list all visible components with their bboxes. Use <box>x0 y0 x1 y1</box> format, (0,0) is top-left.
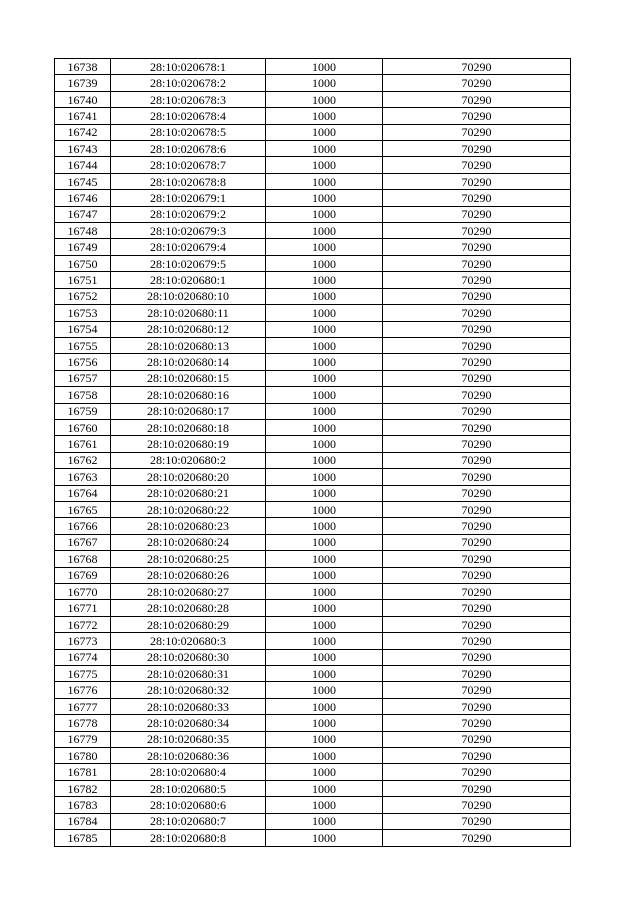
cadastral-number-cell: 28:10:020678:7 <box>111 157 266 173</box>
area-cell: 1000 <box>266 534 383 550</box>
area-cell: 1000 <box>266 239 383 255</box>
area-cell: 1000 <box>266 666 383 682</box>
area-cell: 1000 <box>266 830 383 846</box>
area-cell: 1000 <box>266 141 383 157</box>
cadastral-number-cell: 28:10:020680:20 <box>111 469 266 485</box>
table-row <box>55 75 571 91</box>
value-cell: 70290 <box>383 567 571 583</box>
table-row <box>55 600 571 616</box>
value-cell: 70290 <box>383 108 571 124</box>
row-number-cell: 16743 <box>55 141 111 157</box>
cadastral-number-cell: 28:10:020680:10 <box>111 288 266 304</box>
cadastral-number-cell: 28:10:020680:36 <box>111 748 266 764</box>
value-cell: 70290 <box>383 584 571 600</box>
row-number-cell: 16750 <box>55 255 111 271</box>
row-number-cell: 16746 <box>55 190 111 206</box>
area-cell: 1000 <box>266 419 383 435</box>
row-number-cell: 16780 <box>55 748 111 764</box>
row-number-cell: 16785 <box>55 830 111 846</box>
area-cell: 1000 <box>266 616 383 632</box>
area-cell: 1000 <box>266 551 383 567</box>
cadastral-number-cell: 28:10:020680:28 <box>111 600 266 616</box>
table-row <box>55 157 571 173</box>
cadastral-number-cell: 28:10:020680:35 <box>111 731 266 747</box>
value-cell: 70290 <box>383 813 571 829</box>
row-number-cell: 16754 <box>55 321 111 337</box>
area-cell: 1000 <box>266 124 383 140</box>
area-cell: 1000 <box>266 190 383 206</box>
area-cell: 1000 <box>266 157 383 173</box>
row-number-cell: 16744 <box>55 157 111 173</box>
cadastral-number-cell: 28:10:020680:31 <box>111 666 266 682</box>
row-number-cell: 16753 <box>55 305 111 321</box>
row-number-cell: 16762 <box>55 452 111 468</box>
value-cell: 70290 <box>383 616 571 632</box>
cadastral-number-cell: 28:10:020680:8 <box>111 830 266 846</box>
area-cell: 1000 <box>266 485 383 501</box>
table-row <box>55 731 571 747</box>
records-table <box>54 58 571 847</box>
area-cell: 1000 <box>266 698 383 714</box>
area-cell: 1000 <box>266 223 383 239</box>
value-cell: 70290 <box>383 469 571 485</box>
row-number-cell: 16763 <box>55 469 111 485</box>
cadastral-number-cell: 28:10:020680:15 <box>111 370 266 386</box>
row-number-cell: 16757 <box>55 370 111 386</box>
table-row <box>55 780 571 796</box>
cadastral-number-cell: 28:10:020680:24 <box>111 534 266 550</box>
row-number-cell: 16772 <box>55 616 111 632</box>
value-cell: 70290 <box>383 255 571 271</box>
table-row <box>55 830 571 846</box>
cadastral-number-cell: 28:10:020680:3 <box>111 633 266 649</box>
table-row <box>55 255 571 271</box>
area-cell: 1000 <box>266 633 383 649</box>
value-cell: 70290 <box>383 206 571 222</box>
row-number-cell: 16751 <box>55 272 111 288</box>
value-cell: 70290 <box>383 715 571 731</box>
cadastral-number-cell: 28:10:020680:23 <box>111 518 266 534</box>
table-row <box>55 370 571 386</box>
cadastral-number-cell: 28:10:020680:12 <box>111 321 266 337</box>
row-number-cell: 16775 <box>55 666 111 682</box>
area-cell: 1000 <box>266 764 383 780</box>
value-cell: 70290 <box>383 830 571 846</box>
row-number-cell: 16773 <box>55 633 111 649</box>
table-row <box>55 124 571 140</box>
value-cell: 70290 <box>383 600 571 616</box>
area-cell: 1000 <box>266 75 383 91</box>
area-cell: 1000 <box>266 731 383 747</box>
area-cell: 1000 <box>266 59 383 75</box>
cadastral-number-cell: 28:10:020680:17 <box>111 403 266 419</box>
table-row <box>55 584 571 600</box>
area-cell: 1000 <box>266 715 383 731</box>
cadastral-number-cell: 28:10:020680:7 <box>111 813 266 829</box>
table-row <box>55 305 571 321</box>
table-row <box>55 288 571 304</box>
value-cell: 70290 <box>383 534 571 550</box>
area-cell: 1000 <box>266 370 383 386</box>
cadastral-number-cell: 28:10:020680:26 <box>111 567 266 583</box>
row-number-cell: 16767 <box>55 534 111 550</box>
area-cell: 1000 <box>266 567 383 583</box>
row-number-cell: 16759 <box>55 403 111 419</box>
cadastral-number-cell: 28:10:020679:3 <box>111 223 266 239</box>
value-cell: 70290 <box>383 239 571 255</box>
table-row <box>55 813 571 829</box>
row-number-cell: 16766 <box>55 518 111 534</box>
value-cell: 70290 <box>383 698 571 714</box>
row-number-cell: 16769 <box>55 567 111 583</box>
row-number-cell: 16747 <box>55 206 111 222</box>
table-row <box>55 108 571 124</box>
area-cell: 1000 <box>266 337 383 353</box>
cadastral-number-cell: 28:10:020680:18 <box>111 419 266 435</box>
cadastral-number-cell: 28:10:020679:4 <box>111 239 266 255</box>
value-cell: 70290 <box>383 354 571 370</box>
area-cell: 1000 <box>266 108 383 124</box>
area-cell: 1000 <box>266 452 383 468</box>
value-cell: 70290 <box>383 272 571 288</box>
row-number-cell: 16765 <box>55 501 111 517</box>
table-row <box>55 501 571 517</box>
row-number-cell: 16740 <box>55 91 111 107</box>
area-cell: 1000 <box>266 288 383 304</box>
value-cell: 70290 <box>383 91 571 107</box>
cadastral-number-cell: 28:10:020680:19 <box>111 436 266 452</box>
area-cell: 1000 <box>266 600 383 616</box>
area-cell: 1000 <box>266 469 383 485</box>
table-row <box>55 419 571 435</box>
area-cell: 1000 <box>266 649 383 665</box>
cadastral-number-cell: 28:10:020680:1 <box>111 272 266 288</box>
table-row <box>55 682 571 698</box>
cadastral-number-cell: 28:10:020680:13 <box>111 337 266 353</box>
table-row <box>55 272 571 288</box>
row-number-cell: 16758 <box>55 387 111 403</box>
row-number-cell: 16778 <box>55 715 111 731</box>
value-cell: 70290 <box>383 764 571 780</box>
cadastral-number-cell: 28:10:020680:14 <box>111 354 266 370</box>
value-cell: 70290 <box>383 485 571 501</box>
records-table-body <box>55 59 571 847</box>
value-cell: 70290 <box>383 748 571 764</box>
value-cell: 70290 <box>383 305 571 321</box>
table-row <box>55 633 571 649</box>
area-cell: 1000 <box>266 91 383 107</box>
cadastral-number-cell: 28:10:020680:25 <box>111 551 266 567</box>
area-cell: 1000 <box>266 173 383 189</box>
table-row <box>55 223 571 239</box>
row-number-cell: 16739 <box>55 75 111 91</box>
cadastral-number-cell: 28:10:020679:1 <box>111 190 266 206</box>
row-number-cell: 16741 <box>55 108 111 124</box>
area-cell: 1000 <box>266 584 383 600</box>
table-row <box>55 485 571 501</box>
area-cell: 1000 <box>266 321 383 337</box>
cadastral-number-cell: 28:10:020680:27 <box>111 584 266 600</box>
table-row <box>55 206 571 222</box>
value-cell: 70290 <box>383 452 571 468</box>
value-cell: 70290 <box>383 157 571 173</box>
row-number-cell: 16771 <box>55 600 111 616</box>
table-row <box>55 764 571 780</box>
table-row <box>55 337 571 353</box>
table-row <box>55 387 571 403</box>
value-cell: 70290 <box>383 124 571 140</box>
area-cell: 1000 <box>266 255 383 271</box>
cadastral-number-cell: 28:10:020678:5 <box>111 124 266 140</box>
cadastral-number-cell: 28:10:020680:33 <box>111 698 266 714</box>
row-number-cell: 16768 <box>55 551 111 567</box>
cadastral-number-cell: 28:10:020678:8 <box>111 173 266 189</box>
table-row <box>55 518 571 534</box>
table-row <box>55 469 571 485</box>
area-cell: 1000 <box>266 748 383 764</box>
table-row <box>55 567 571 583</box>
value-cell: 70290 <box>383 649 571 665</box>
value-cell: 70290 <box>383 797 571 813</box>
area-cell: 1000 <box>266 797 383 813</box>
cadastral-number-cell: 28:10:020680:5 <box>111 780 266 796</box>
value-cell: 70290 <box>383 780 571 796</box>
value-cell: 70290 <box>383 59 571 75</box>
cadastral-number-cell: 28:10:020680:4 <box>111 764 266 780</box>
area-cell: 1000 <box>266 501 383 517</box>
cadastral-number-cell: 28:10:020680:22 <box>111 501 266 517</box>
cadastral-number-cell: 28:10:020680:34 <box>111 715 266 731</box>
row-number-cell: 16752 <box>55 288 111 304</box>
row-number-cell: 16748 <box>55 223 111 239</box>
row-number-cell: 16776 <box>55 682 111 698</box>
area-cell: 1000 <box>266 354 383 370</box>
table-row <box>55 715 571 731</box>
row-number-cell: 16784 <box>55 813 111 829</box>
row-number-cell: 16749 <box>55 239 111 255</box>
table-row <box>55 698 571 714</box>
cadastral-number-cell: 28:10:020680:29 <box>111 616 266 632</box>
value-cell: 70290 <box>383 436 571 452</box>
row-number-cell: 16774 <box>55 649 111 665</box>
area-cell: 1000 <box>266 813 383 829</box>
table-row <box>55 748 571 764</box>
area-cell: 1000 <box>266 403 383 419</box>
table-row <box>55 59 571 75</box>
row-number-cell: 16782 <box>55 780 111 796</box>
row-number-cell: 16756 <box>55 354 111 370</box>
row-number-cell: 16781 <box>55 764 111 780</box>
cadastral-number-cell: 28:10:020680:2 <box>111 452 266 468</box>
value-cell: 70290 <box>383 387 571 403</box>
value-cell: 70290 <box>383 288 571 304</box>
area-cell: 1000 <box>266 682 383 698</box>
value-cell: 70290 <box>383 337 571 353</box>
table-row <box>55 173 571 189</box>
row-number-cell: 16777 <box>55 698 111 714</box>
area-cell: 1000 <box>266 206 383 222</box>
value-cell: 70290 <box>383 551 571 567</box>
value-cell: 70290 <box>383 173 571 189</box>
cadastral-number-cell: 28:10:020678:4 <box>111 108 266 124</box>
cadastral-number-cell: 28:10:020680:16 <box>111 387 266 403</box>
table-row <box>55 403 571 419</box>
area-cell: 1000 <box>266 387 383 403</box>
cadastral-number-cell: 28:10:020678:6 <box>111 141 266 157</box>
row-number-cell: 16783 <box>55 797 111 813</box>
cadastral-number-cell: 28:10:020680:21 <box>111 485 266 501</box>
value-cell: 70290 <box>383 141 571 157</box>
row-number-cell: 16742 <box>55 124 111 140</box>
table-row <box>55 797 571 813</box>
cadastral-number-cell: 28:10:020680:6 <box>111 797 266 813</box>
value-cell: 70290 <box>383 518 571 534</box>
table-row <box>55 354 571 370</box>
value-cell: 70290 <box>383 321 571 337</box>
value-cell: 70290 <box>383 403 571 419</box>
cadastral-number-cell: 28:10:020679:2 <box>111 206 266 222</box>
value-cell: 70290 <box>383 75 571 91</box>
table-row <box>55 436 571 452</box>
area-cell: 1000 <box>266 518 383 534</box>
cadastral-number-cell: 28:10:020679:5 <box>111 255 266 271</box>
row-number-cell: 16764 <box>55 485 111 501</box>
value-cell: 70290 <box>383 223 571 239</box>
row-number-cell: 16745 <box>55 173 111 189</box>
cadastral-number-cell: 28:10:020678:2 <box>111 75 266 91</box>
row-number-cell: 16755 <box>55 337 111 353</box>
row-number-cell: 16779 <box>55 731 111 747</box>
value-cell: 70290 <box>383 370 571 386</box>
area-cell: 1000 <box>266 436 383 452</box>
table-row <box>55 551 571 567</box>
table-row <box>55 190 571 206</box>
cadastral-number-cell: 28:10:020678:1 <box>111 59 266 75</box>
cadastral-number-cell: 28:10:020680:30 <box>111 649 266 665</box>
value-cell: 70290 <box>383 633 571 649</box>
value-cell: 70290 <box>383 190 571 206</box>
cadastral-number-cell: 28:10:020680:11 <box>111 305 266 321</box>
row-number-cell: 16738 <box>55 59 111 75</box>
table-row <box>55 616 571 632</box>
row-number-cell: 16770 <box>55 584 111 600</box>
area-cell: 1000 <box>266 272 383 288</box>
row-number-cell: 16760 <box>55 419 111 435</box>
value-cell: 70290 <box>383 731 571 747</box>
table-row <box>55 91 571 107</box>
value-cell: 70290 <box>383 501 571 517</box>
table-row <box>55 534 571 550</box>
table-row <box>55 239 571 255</box>
table-row <box>55 452 571 468</box>
area-cell: 1000 <box>266 305 383 321</box>
row-number-cell: 16761 <box>55 436 111 452</box>
value-cell: 70290 <box>383 419 571 435</box>
table-row <box>55 321 571 337</box>
value-cell: 70290 <box>383 666 571 682</box>
cadastral-number-cell: 28:10:020678:3 <box>111 91 266 107</box>
table-row <box>55 141 571 157</box>
cadastral-number-cell: 28:10:020680:32 <box>111 682 266 698</box>
value-cell: 70290 <box>383 682 571 698</box>
area-cell: 1000 <box>266 780 383 796</box>
table-row <box>55 649 571 665</box>
table-row <box>55 666 571 682</box>
